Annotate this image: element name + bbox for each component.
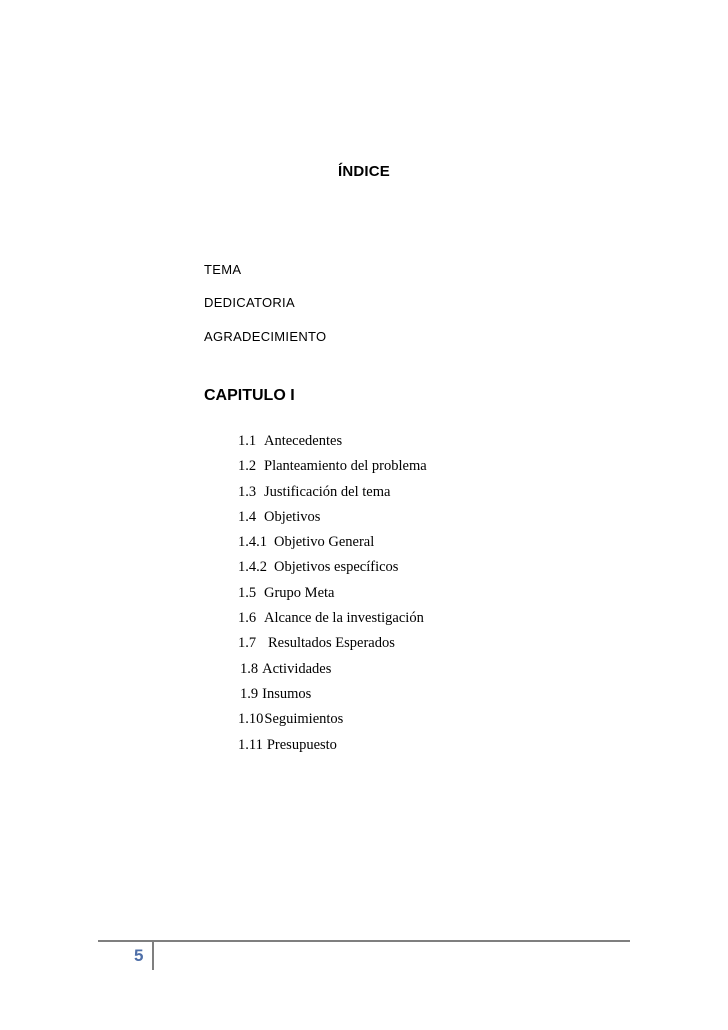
prelim-item-dedicatoria: DEDICATORIA xyxy=(204,295,295,310)
toc-item xyxy=(238,508,427,533)
toc-item xyxy=(238,432,427,457)
page-title: ÍNDICE xyxy=(337,163,391,180)
toc-item-number: 1.4.2 xyxy=(238,559,267,576)
toc-item-number: 1.2 xyxy=(238,458,257,475)
toc-item-number: 1.3 xyxy=(238,483,257,500)
toc-item-label: Resultados Esperados xyxy=(268,635,395,652)
toc-item-label: Justificación del tema xyxy=(264,483,391,500)
toc-item-label: Planteamiento del problema xyxy=(264,458,427,475)
toc-item-label: Antecedentes xyxy=(264,433,343,449)
toc-item-label: Presupuesto xyxy=(266,736,337,753)
toc-item-number: 1.7 xyxy=(238,635,257,652)
toc-item-number: 1.8 xyxy=(240,660,259,677)
chapter-title: CAPITULO I xyxy=(204,387,295,404)
footer-rule xyxy=(98,940,630,942)
toc-item-number: 1.9 xyxy=(240,685,259,702)
toc-item-number: 1.6 xyxy=(238,610,257,627)
toc-item xyxy=(238,533,427,558)
toc-item xyxy=(238,634,427,659)
toc-item-number: 1.5 xyxy=(238,584,257,601)
toc-item-number: 1.11 xyxy=(238,736,263,753)
page-number: 5 xyxy=(134,946,144,965)
toc-item-number: 1.4 xyxy=(238,508,257,525)
toc-item-label: Objetivo General xyxy=(274,534,375,551)
toc-item xyxy=(238,584,427,609)
toc-item-number: 1.10 xyxy=(238,711,264,728)
toc-item xyxy=(238,558,427,583)
toc-item-label: Insumos xyxy=(262,685,312,702)
toc-item-label: Objetivos específicos xyxy=(274,559,399,576)
toc-item xyxy=(238,736,427,761)
toc-item-label: Objetivos xyxy=(264,508,321,525)
page-number-divider xyxy=(152,942,154,970)
toc-item-label: Seguimientos xyxy=(264,711,344,728)
toc-item-label: Alcance de la investigación xyxy=(264,610,424,627)
toc-item xyxy=(238,660,427,685)
prelim-item-agradecimiento: AGRADECIMIENTO xyxy=(204,329,327,344)
toc-item xyxy=(238,710,427,735)
toc-item-label: Actividades xyxy=(262,660,332,677)
toc-item xyxy=(238,685,427,710)
toc-item xyxy=(238,483,427,508)
toc-item-number: 1.4.1 xyxy=(238,534,267,551)
prelim-item-tema: TEMA xyxy=(204,262,242,277)
toc-list xyxy=(238,432,427,761)
toc-item-label: Grupo Meta xyxy=(264,584,335,601)
toc-item xyxy=(238,457,427,482)
toc-item-number: 1.1 xyxy=(238,433,257,449)
toc-item xyxy=(238,609,427,634)
